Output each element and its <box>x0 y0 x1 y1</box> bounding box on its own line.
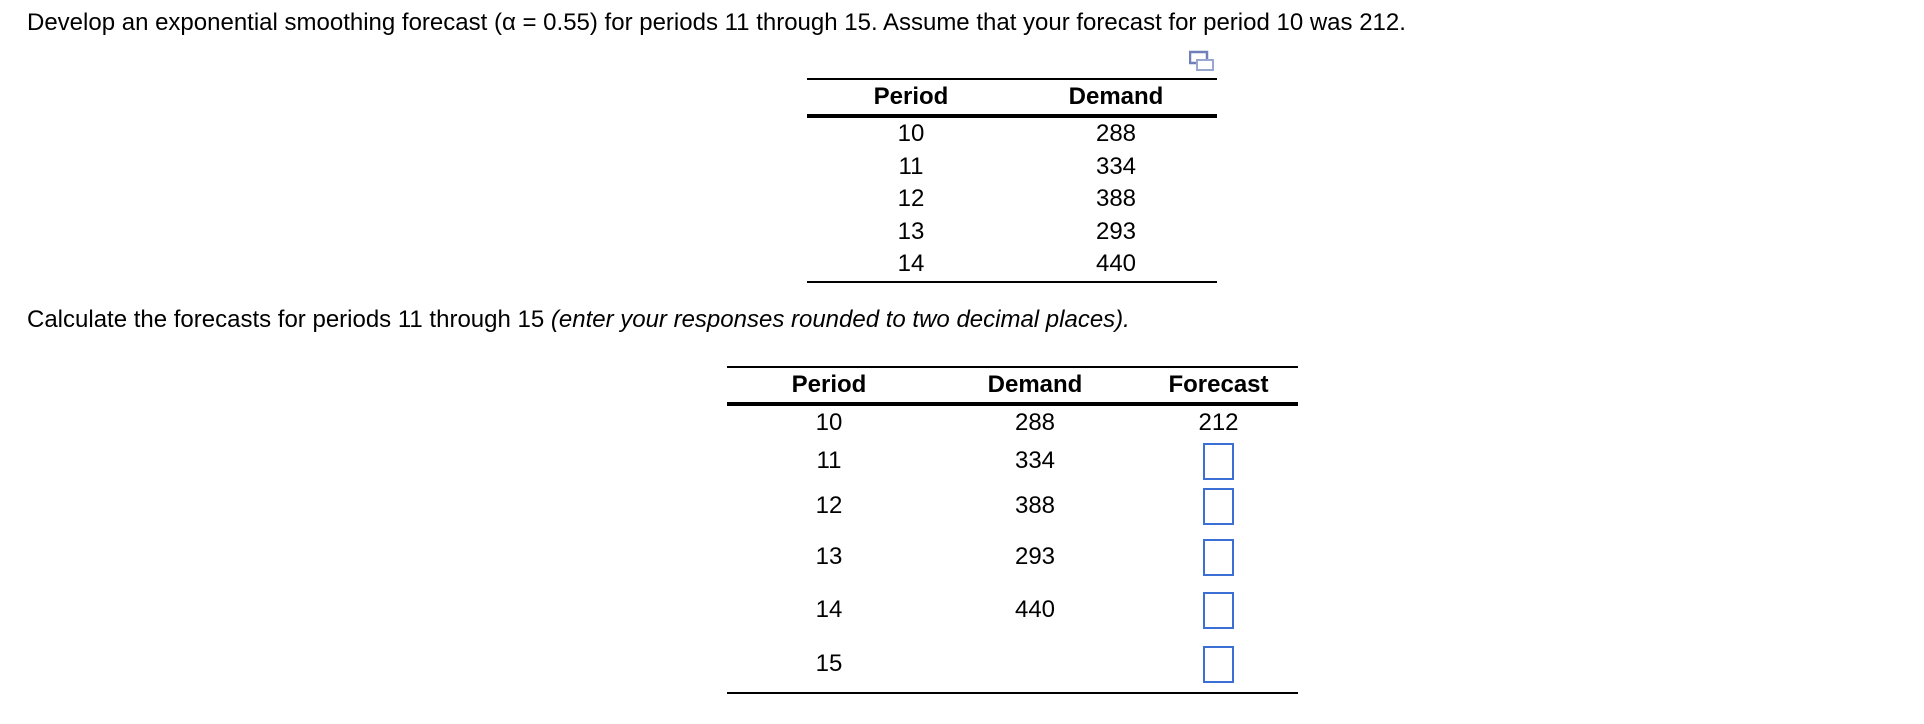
forecast-cell <box>1139 530 1298 584</box>
period-cell: 11 <box>898 152 924 180</box>
table-row <box>807 216 1217 249</box>
instruction-text <box>27 306 1130 334</box>
column-header-forecast: Forecast <box>1168 371 1269 398</box>
column-header-demand: Demand <box>1068 83 1164 110</box>
table-row <box>727 530 1298 584</box>
period-cell: 10 <box>897 120 925 148</box>
table-row <box>807 116 1217 151</box>
forecast-answer-table <box>727 366 1298 694</box>
forecast-cell <box>1139 584 1298 636</box>
forecast-input-period-15[interactable] <box>1203 646 1234 683</box>
forecast-cell <box>1139 482 1298 530</box>
forecast-cell <box>1139 636 1298 693</box>
period-cell: 14 <box>897 250 925 278</box>
instruction-italic: (enter your responses rounded to two decimal places). <box>550 306 1130 333</box>
forecast-cell <box>1139 440 1298 482</box>
demand-cell: 334 <box>1014 447 1056 474</box>
table-row <box>727 440 1298 482</box>
forecast-input-period-13[interactable] <box>1203 539 1234 576</box>
table-row <box>727 404 1298 440</box>
table-row <box>727 482 1298 530</box>
period-cell: 12 <box>815 492 843 519</box>
demand-cell: 388 <box>1095 185 1137 213</box>
demand-cell: 334 <box>1095 152 1137 180</box>
demand-cell <box>931 636 1139 693</box>
period-cell: 12 <box>897 185 925 213</box>
demand-cell: 440 <box>1095 250 1137 278</box>
forecast-input-period-12[interactable] <box>1203 488 1234 525</box>
period-cell: 13 <box>897 217 925 245</box>
expand-table-icon[interactable] <box>1189 50 1215 72</box>
forecast-input-period-14[interactable] <box>1203 592 1234 629</box>
period-cell: 11 <box>816 447 842 474</box>
demand-cell: 288 <box>1014 409 1056 436</box>
question-text: Develop an exponential smoothing forecast (α = 0.55) for periods 11 through 15. Assume that your forecast for period 10 was 212. <box>27 9 1406 36</box>
period-cell: 14 <box>815 596 843 623</box>
table-row <box>807 151 1217 184</box>
table-row <box>807 248 1217 282</box>
column-header-demand: Demand <box>987 371 1083 398</box>
demand-data-table <box>807 78 1217 283</box>
demand-cell: 293 <box>1095 217 1137 245</box>
table-row <box>807 183 1217 216</box>
forecast-input-period-11[interactable] <box>1203 443 1234 480</box>
column-header-period: Period <box>873 83 949 110</box>
demand-cell: 288 <box>1095 120 1137 148</box>
table-row <box>727 584 1298 636</box>
demand-cell: 440 <box>1014 596 1056 623</box>
period-cell: 10 <box>815 409 843 436</box>
instruction-main: Calculate the forecasts for periods 11 through 15 <box>27 306 551 333</box>
column-header-period: Period <box>791 371 867 398</box>
period-cell: 15 <box>815 650 843 677</box>
demand-cell: 293 <box>1014 543 1056 570</box>
demand-cell: 388 <box>1014 492 1056 519</box>
forecast-cell: 212 <box>1198 409 1239 436</box>
period-cell: 13 <box>815 543 843 570</box>
table-row <box>727 636 1298 693</box>
